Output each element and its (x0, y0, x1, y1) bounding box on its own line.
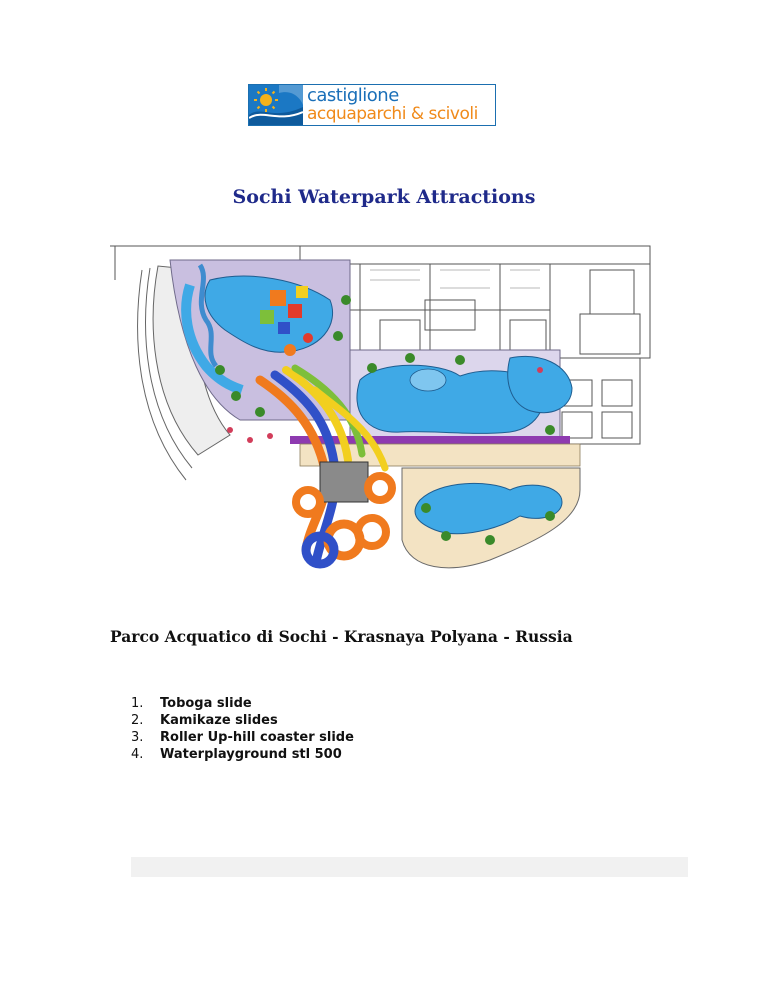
waterpark-site-plan (110, 240, 670, 588)
sun-wave-logo-icon (249, 85, 303, 125)
plan-caption: Parco Acquatico di Sochi - Krasnaya Polyana - Russia (110, 627, 573, 646)
logo-line-1: castiglione (307, 85, 399, 106)
list-item (131, 712, 354, 729)
site-plan-drawing (110, 240, 670, 588)
footer-band (131, 857, 688, 877)
list-item-number: 3. (131, 730, 144, 745)
list-item (131, 729, 354, 746)
attractions-list (131, 695, 354, 763)
list-item-label: Roller Up-hill coaster slide (160, 730, 354, 745)
logo-line-2: acquaparchi & scivoli (307, 104, 478, 124)
list-item-number: 2. (131, 713, 144, 728)
list-item-number: 1. (131, 696, 144, 711)
list-item-number: 4. (131, 747, 144, 762)
list-item (131, 746, 354, 763)
list-item-label: Kamikaze slides (160, 713, 278, 728)
list-item-label: Waterplayground stl 500 (160, 747, 342, 762)
list-item (131, 695, 354, 712)
list-item-label: Toboga slide (160, 696, 252, 711)
company-logo (248, 84, 496, 126)
page-title: Sochi Waterpark Attractions (232, 186, 536, 208)
